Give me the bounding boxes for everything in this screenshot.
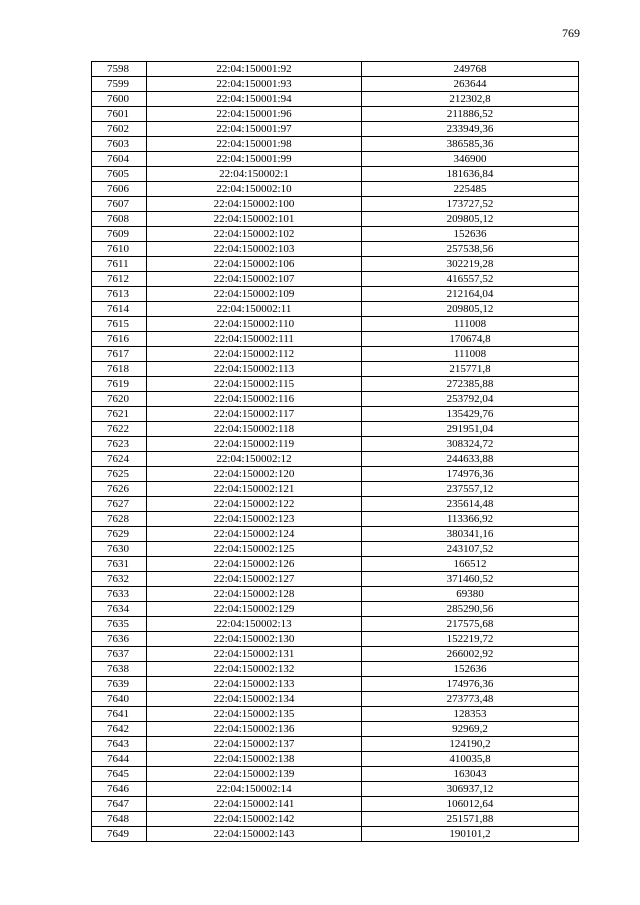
cadastral-number-cell: 22:04:150002:120 [147,467,362,482]
row-number-cell: 7626 [92,482,147,497]
row-number-cell: 7637 [92,647,147,662]
row-number-cell: 7607 [92,197,147,212]
table-row [92,242,579,257]
table-row [92,617,579,632]
table-row [92,812,579,827]
table-row [92,632,579,647]
cadastral-value-cell: 163043 [362,767,579,782]
cadastral-value-cell: 152636 [362,227,579,242]
cadastral-value-cell: 244633,88 [362,452,579,467]
cadastral-number-cell: 22:04:150002:124 [147,527,362,542]
cadastral-value-cell: 285290,56 [362,602,579,617]
cadastral-value-cell: 209805,12 [362,212,579,227]
row-number-cell: 7604 [92,152,147,167]
cadastral-number-cell: 22:04:150002:1 [147,167,362,182]
cadastral-number-cell: 22:04:150002:131 [147,647,362,662]
cadastral-number-cell: 22:04:150001:93 [147,77,362,92]
row-number-cell: 7648 [92,812,147,827]
table-row [92,362,579,377]
cadastral-value-cell: 209805,12 [362,302,579,317]
row-number-cell: 7606 [92,182,147,197]
cadastral-value-cell: 173727,52 [362,197,579,212]
cadastral-number-cell: 22:04:150002:115 [147,377,362,392]
cadastral-value-cell: 111008 [362,347,579,362]
cadastral-value-cell: 291951,04 [362,422,579,437]
table-row [92,122,579,137]
table-row [92,377,579,392]
cadastral-value-cell: 215771,8 [362,362,579,377]
table-row [92,257,579,272]
cadastral-number-cell: 22:04:150002:126 [147,557,362,572]
cadastral-number-cell: 22:04:150002:118 [147,422,362,437]
table-row [92,422,579,437]
cadastral-value-cell: 69380 [362,587,579,602]
table-row [92,137,579,152]
cadastral-value-cell: 113366,92 [362,512,579,527]
cadastral-number-cell: 22:04:150002:106 [147,257,362,272]
cadastral-number-cell: 22:04:150002:109 [147,287,362,302]
table-row [92,692,579,707]
table-row [92,197,579,212]
cadastral-number-cell: 22:04:150002:113 [147,362,362,377]
cadastral-value-cell: 152219,72 [362,632,579,647]
cadastral-value-cell: 233949,36 [362,122,579,137]
table-row [92,737,579,752]
cadastral-number-cell: 22:04:150002:117 [147,407,362,422]
cadastral-value-cell: 124190,2 [362,737,579,752]
cadastral-number-cell: 22:04:150002:135 [147,707,362,722]
cadastral-number-cell: 22:04:150002:13 [147,617,362,632]
row-number-cell: 7632 [92,572,147,587]
row-number-cell: 7628 [92,512,147,527]
cadastral-value-cell: 225485 [362,182,579,197]
cadastral-number-cell: 22:04:150001:96 [147,107,362,122]
table-row [92,287,579,302]
table-row [92,467,579,482]
row-number-cell: 7624 [92,452,147,467]
cadastral-number-cell: 22:04:150002:143 [147,827,362,842]
table-row [92,557,579,572]
cadastral-number-cell: 22:04:150002:130 [147,632,362,647]
cadastral-value-cell: 251571,88 [362,812,579,827]
row-number-cell: 7625 [92,467,147,482]
table-row [92,482,579,497]
cadastral-value-cell: 380341,16 [362,527,579,542]
table-row [92,182,579,197]
cadastral-value-cell: 243107,52 [362,542,579,557]
row-number-cell: 7598 [92,62,147,77]
cadastral-value-table [91,61,579,842]
row-number-cell: 7647 [92,797,147,812]
table-row [92,392,579,407]
cadastral-number-cell: 22:04:150002:134 [147,692,362,707]
table-row [92,77,579,92]
cadastral-value-cell: 211886,52 [362,107,579,122]
row-number-cell: 7616 [92,332,147,347]
table-row [92,662,579,677]
row-number-cell: 7630 [92,542,147,557]
cadastral-value-cell: 181636,84 [362,167,579,182]
table-row [92,302,579,317]
cadastral-number-cell: 22:04:150002:133 [147,677,362,692]
cadastral-value-cell: 166512 [362,557,579,572]
table-row [92,167,579,182]
row-number-cell: 7640 [92,692,147,707]
cadastral-number-cell: 22:04:150002:107 [147,272,362,287]
row-number-cell: 7617 [92,347,147,362]
row-number-cell: 7605 [92,167,147,182]
table-row [92,542,579,557]
table-row [92,272,579,287]
table-row [92,437,579,452]
table-row [92,767,579,782]
table-row [92,752,579,767]
row-number-cell: 7642 [92,722,147,737]
cadastral-number-cell: 22:04:150002:138 [147,752,362,767]
cadastral-number-cell: 22:04:150002:123 [147,512,362,527]
table-row [92,152,579,167]
page-number: 769 [562,26,580,40]
cadastral-number-cell: 22:04:150001:92 [147,62,362,77]
cadastral-number-cell: 22:04:150002:101 [147,212,362,227]
table-row [92,572,579,587]
cadastral-number-cell: 22:04:150002:121 [147,482,362,497]
row-number-cell: 7602 [92,122,147,137]
row-number-cell: 7600 [92,92,147,107]
cadastral-value-cell: 263644 [362,77,579,92]
row-number-cell: 7614 [92,302,147,317]
table-row [92,512,579,527]
table-row [92,332,579,347]
cadastral-value-cell: 135429,76 [362,407,579,422]
table-row [92,647,579,662]
cadastral-value-cell: 346900 [362,152,579,167]
cadastral-value-cell: 253792,04 [362,392,579,407]
cadastral-value-cell: 386585,36 [362,137,579,152]
table-row [92,347,579,362]
cadastral-number-cell: 22:04:150002:14 [147,782,362,797]
cadastral-number-cell: 22:04:150002:12 [147,452,362,467]
row-number-cell: 7613 [92,287,147,302]
row-number-cell: 7641 [92,707,147,722]
table-row [92,797,579,812]
cadastral-number-cell: 22:04:150001:97 [147,122,362,137]
row-number-cell: 7619 [92,377,147,392]
cadastral-value-cell: 266002,92 [362,647,579,662]
cadastral-number-cell: 22:04:150002:103 [147,242,362,257]
cadastral-value-cell: 212302,8 [362,92,579,107]
cadastral-value-cell: 371460,52 [362,572,579,587]
row-number-cell: 7645 [92,767,147,782]
cadastral-value-cell: 410035,8 [362,752,579,767]
table-row [92,722,579,737]
cadastral-value-cell: 249768 [362,62,579,77]
cadastral-number-cell: 22:04:150001:94 [147,92,362,107]
row-number-cell: 7603 [92,137,147,152]
cadastral-value-cell: 152636 [362,662,579,677]
table-row [92,227,579,242]
table-row [92,782,579,797]
cadastral-value-cell: 257538,56 [362,242,579,257]
cadastral-number-cell: 22:04:150001:98 [147,137,362,152]
cadastral-number-cell: 22:04:150002:102 [147,227,362,242]
cadastral-value-cell: 128353 [362,707,579,722]
cadastral-value-cell: 416557,52 [362,272,579,287]
cadastral-number-cell: 22:04:150002:142 [147,812,362,827]
table-row [92,497,579,512]
row-number-cell: 7609 [92,227,147,242]
table-row [92,587,579,602]
cadastral-number-cell: 22:04:150002:137 [147,737,362,752]
row-number-cell: 7644 [92,752,147,767]
row-number-cell: 7620 [92,392,147,407]
table-row [92,107,579,122]
table-row [92,677,579,692]
cadastral-number-cell: 22:04:150002:127 [147,572,362,587]
cadastral-number-cell: 22:04:150002:11 [147,302,362,317]
table-row [92,707,579,722]
cadastral-number-cell: 22:04:150002:100 [147,197,362,212]
cadastral-number-cell: 22:04:150002:139 [147,767,362,782]
cadastral-number-cell: 22:04:150002:111 [147,332,362,347]
row-number-cell: 7623 [92,437,147,452]
cadastral-number-cell: 22:04:150002:128 [147,587,362,602]
table-row [92,212,579,227]
cadastral-value-cell: 174976,36 [362,677,579,692]
cadastral-value-cell: 170674,8 [362,332,579,347]
row-number-cell: 7611 [92,257,147,272]
cadastral-value-cell: 217575,68 [362,617,579,632]
table-row [92,602,579,617]
cadastral-number-cell: 22:04:150002:116 [147,392,362,407]
row-number-cell: 7608 [92,212,147,227]
cadastral-value-cell: 174976,36 [362,467,579,482]
row-number-cell: 7639 [92,677,147,692]
cadastral-value-cell: 237557,12 [362,482,579,497]
cadastral-value-cell: 212164,04 [362,287,579,302]
row-number-cell: 7601 [92,107,147,122]
table-row [92,317,579,332]
cadastral-number-cell: 22:04:150002:141 [147,797,362,812]
table-row [92,527,579,542]
cadastral-value-cell: 272385,88 [362,377,579,392]
row-number-cell: 7634 [92,602,147,617]
row-number-cell: 7636 [92,632,147,647]
table-row [92,92,579,107]
cadastral-number-cell: 22:04:150002:119 [147,437,362,452]
cadastral-value-cell: 302219,28 [362,257,579,272]
row-number-cell: 7643 [92,737,147,752]
cadastral-number-cell: 22:04:150001:99 [147,152,362,167]
cadastral-value-cell: 273773,48 [362,692,579,707]
table-row [92,407,579,422]
row-number-cell: 7599 [92,77,147,92]
cadastral-number-cell: 22:04:150002:10 [147,182,362,197]
cadastral-number-cell: 22:04:150002:122 [147,497,362,512]
table-row [92,452,579,467]
row-number-cell: 7633 [92,587,147,602]
cadastral-value-cell: 235614,48 [362,497,579,512]
table-body [92,62,579,842]
cadastral-number-cell: 22:04:150002:112 [147,347,362,362]
cadastral-value-cell: 92969,2 [362,722,579,737]
cadastral-number-cell: 22:04:150002:136 [147,722,362,737]
row-number-cell: 7621 [92,407,147,422]
cadastral-number-cell: 22:04:150002:129 [147,602,362,617]
cadastral-value-cell: 111008 [362,317,579,332]
row-number-cell: 7631 [92,557,147,572]
table-row [92,827,579,842]
row-number-cell: 7610 [92,242,147,257]
row-number-cell: 7622 [92,422,147,437]
cadastral-number-cell: 22:04:150002:132 [147,662,362,677]
cadastral-value-cell: 190101,2 [362,827,579,842]
row-number-cell: 7627 [92,497,147,512]
cadastral-value-cell: 306937,12 [362,782,579,797]
cadastral-value-cell: 106012,64 [362,797,579,812]
row-number-cell: 7615 [92,317,147,332]
row-number-cell: 7629 [92,527,147,542]
cadastral-number-cell: 22:04:150002:125 [147,542,362,557]
row-number-cell: 7635 [92,617,147,632]
row-number-cell: 7649 [92,827,147,842]
cadastral-number-cell: 22:04:150002:110 [147,317,362,332]
row-number-cell: 7612 [92,272,147,287]
row-number-cell: 7638 [92,662,147,677]
row-number-cell: 7618 [92,362,147,377]
row-number-cell: 7646 [92,782,147,797]
cadastral-value-cell: 308324,72 [362,437,579,452]
table-row [92,62,579,77]
